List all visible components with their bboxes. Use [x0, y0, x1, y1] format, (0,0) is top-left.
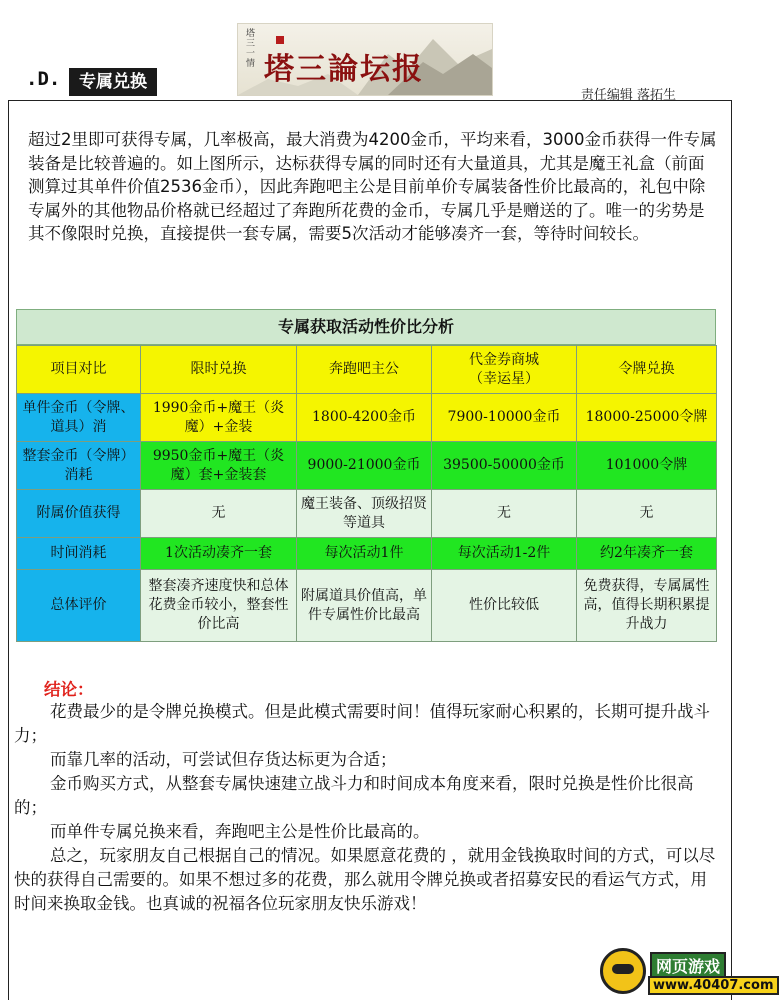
header-cell: 令牌兑换	[577, 346, 717, 394]
row-label: 整套金币（令牌）消耗	[17, 442, 141, 490]
conclusion-title: 结论：	[44, 680, 94, 699]
table-cell: 1990金币+魔王（炎魔）+金装	[141, 394, 297, 442]
table-cell: 整套凑齐速度快和总体花费金币较小，整套性价比高	[141, 570, 297, 642]
mascot-icon	[600, 948, 646, 994]
table-cell: 性价比较低	[432, 570, 577, 642]
table-cell: 7900-10000金币	[432, 394, 577, 442]
table-cell: 39500-50000金币	[432, 442, 577, 490]
header-cell: 限时兑换	[141, 346, 297, 394]
table-cell: 每次活动1件	[297, 538, 432, 570]
table-cell: 魔王装备、顶级招贤等道具	[297, 490, 432, 538]
conclusion-paragraph: 总之，玩家朋友自己根据自己的情况。如果愿意花费的 ，就用金钱换取时间的方式，可以尽快的获得自己需要的。如果不想过多的花费，那么就用令牌兑换或者招募安民的看运气方式，用时间来换取金钱。也真诚的祝福各位玩家朋友快乐游戏！	[14, 846, 716, 913]
table-cell: 1800-4200金币	[297, 394, 432, 442]
row-label: 单件金币（令牌、道具）消	[17, 394, 141, 442]
conclusion-paragraph: 而单件专属兑换来看，奔跑吧主公是性价比最高的。	[50, 822, 430, 841]
right-border	[731, 100, 732, 1000]
banner-small-text: 塔三一情	[246, 29, 256, 69]
table-header-row	[17, 346, 717, 394]
conclusion-paragraph: 花费最少的是令牌兑换模式。但是此模式需要时间！值得玩家耐心积累的，长期可提升战斗力；	[14, 702, 710, 745]
table-cell: 无	[141, 490, 297, 538]
conclusion-paragraph: 而靠几率的活动，可尝试但存货达标更为合适；	[50, 750, 397, 769]
header-cell: 项目对比	[17, 346, 141, 394]
table-cell: 101000令牌	[577, 442, 717, 490]
header-rule	[8, 100, 732, 101]
table-cell: 每次活动1-2件	[432, 538, 577, 570]
row-label: 附属价值获得	[17, 490, 141, 538]
table-cell: 9950金币+魔王（炎魔）套+金装套	[141, 442, 297, 490]
table-cell: 1次活动凑齐一套	[141, 538, 297, 570]
table-cell: 免费获得，专属属性高，值得长期积累提升战力	[577, 570, 717, 642]
row-label: 总体评价	[17, 570, 141, 642]
conclusion-body	[14, 700, 718, 916]
row-label: 时间消耗	[17, 538, 141, 570]
table-row	[17, 538, 717, 570]
editor-credit: 责任编辑 落拓生	[580, 88, 676, 103]
section-title: 专属兑换	[69, 68, 157, 96]
section-label: .D.	[26, 68, 61, 90]
table-cell: 附属道具价值高，单件专属性价比最高	[297, 570, 432, 642]
comparison-table	[16, 309, 716, 642]
header-cell: 代金券商城 （幸运星）	[432, 346, 577, 394]
masthead-banner	[237, 23, 493, 96]
table-row	[17, 442, 717, 490]
table-cell: 18000-25000令牌	[577, 394, 717, 442]
logo-text: 网页游戏	[650, 952, 726, 979]
conclusion-paragraph: 金币购买方式，从整套专属快速建立战斗力和时间成本角度来看，限时兑换是性价比很高的；	[14, 774, 694, 817]
banner-title: 塔三論坛报	[264, 52, 424, 87]
table-row	[17, 570, 717, 642]
site-logo	[600, 946, 774, 1000]
table-cell: 9000-21000金币	[297, 442, 432, 490]
table-cell: 无	[577, 490, 717, 538]
table-row	[17, 490, 717, 538]
body-paragraph: 超过2里即可获得专属，几率极高，最大消费为4200金币，平均来看，3000金币获得一件专属装备是比较普遍的。如上图所示，达标获得专属的同时还有大量道具，尤其是魔王礼盒（前面测算过其单件价值2536金币），因此奔跑吧主公是目前单价专属装备性价比最高的，礼包中除专属外的其他物品价格就已经超过了奔跑所花费的金币，专属几乎是赠送的了。唯一的劣势是其不像限时兑换，直接提供一套专属，需要5次活动才能够凑齐一套，等待时间较长。	[28, 130, 717, 243]
header-cell: 奔跑吧主公	[297, 346, 432, 394]
table-cell: 无	[432, 490, 577, 538]
left-border	[8, 100, 9, 1000]
table-cell: 约2年凑齐一套	[577, 538, 717, 570]
seal-icon	[276, 36, 284, 44]
table-row	[17, 394, 717, 442]
table-title: 专属获取活动性价比分析	[16, 309, 716, 345]
page-header	[0, 0, 740, 105]
logo-url: www.40407.com	[648, 976, 779, 995]
